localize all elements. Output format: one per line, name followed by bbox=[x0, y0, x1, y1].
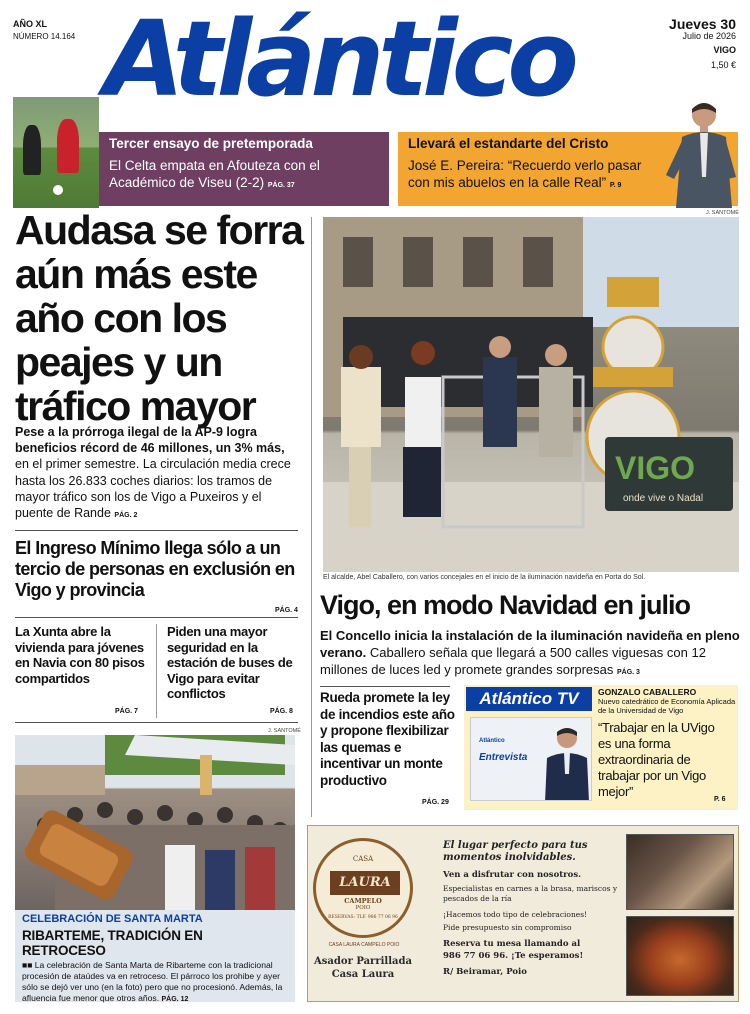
year-label: AÑO XL bbox=[13, 19, 48, 29]
ad-phone[interactable]: 986 77 06 96. ¡Te esperamos! bbox=[443, 951, 584, 961]
ad-address: R/ Beiramar, Poio bbox=[443, 967, 527, 977]
vigo-sign-text: VIGO bbox=[615, 450, 696, 486]
date-month: Julio de 2026 bbox=[682, 31, 736, 41]
teaser-kicker: Tercer ensayo de pretemporada bbox=[109, 136, 313, 151]
page-ref: P. 6 bbox=[714, 796, 726, 803]
seal-phone: RESERVAS: TLF. 986 77 06 96 bbox=[328, 915, 398, 920]
newspaper-logo[interactable]: Atlántico bbox=[104, 0, 573, 120]
masthead-meta bbox=[13, 18, 75, 43]
seal-name: LAURA bbox=[330, 871, 400, 895]
page-ref: PÁG. 2 bbox=[114, 512, 138, 520]
column-divider bbox=[311, 217, 312, 817]
photo-caption: El alcalde, Abel Caballero, con varios concejales en el inicio de la iluminación navideña en Porta do Sol. bbox=[323, 574, 646, 581]
vigo-headline[interactable]: Vigo, en modo Navidad en julio bbox=[320, 590, 691, 620]
divider bbox=[15, 722, 298, 723]
ad-line: Reserva tu mesa llamando al bbox=[443, 939, 581, 949]
teaser-kicker: Llevará el estandarte del Cristo bbox=[408, 136, 609, 151]
divider bbox=[156, 624, 157, 718]
screen-logo: Atlántico bbox=[479, 738, 505, 744]
page-ref: PÁG. 8 bbox=[270, 708, 293, 715]
tv-quote[interactable]: “Trabajar en la UVigo es una forma extraordinaria de trabajar por un Vigo mejor” bbox=[598, 720, 715, 799]
ad-line: El lugar perfecto para tus momentos inolvidables. bbox=[443, 840, 588, 863]
masthead-date bbox=[669, 18, 736, 71]
rueda-headline[interactable]: Rueda promete la ley de incendios este año y propone flexibilizar las quemas e incentivar un monte productivo bbox=[320, 690, 455, 788]
divider bbox=[320, 686, 450, 687]
santa-marta-photo bbox=[15, 735, 295, 910]
tv-author: GONZALO CABALLERO bbox=[598, 687, 697, 697]
page-ref: PÁG. 29 bbox=[422, 799, 449, 806]
page-ref: PÁG. 37 bbox=[267, 182, 295, 189]
ad-line: ¡Hacemos todo tipo de celebraciones! bbox=[443, 910, 588, 919]
issue-number: NÚMERO 14.164 bbox=[13, 32, 76, 41]
price: 1,50 € bbox=[710, 60, 736, 70]
page-ref: PÁG. 4 bbox=[275, 607, 298, 614]
ad-name-1: Asador Parrillada bbox=[314, 956, 412, 967]
atlantico-tv-panel[interactable] bbox=[464, 685, 738, 810]
tv-label: Atlántico TV bbox=[466, 687, 592, 711]
ingreso-headline[interactable]: El Ingreso Mínimo llega sólo a un tercio de personas en exclusión en Vigo y provincia bbox=[15, 538, 295, 600]
christmas-lights-photo bbox=[323, 217, 739, 572]
ad-line: Especialistas en carnes a la brasa, mariscos y pescados de la ría bbox=[443, 884, 618, 903]
vigo-sign-sub: onde vive o Nadal bbox=[623, 493, 704, 504]
teaser-text: José E. Pereira: “Recuerdo verlo pasar con mis abuelos en la calle Real” P. 9 bbox=[408, 158, 642, 190]
photo-credit: J. SANTOMÉ bbox=[706, 210, 739, 216]
page-ref: PÁG. 3 bbox=[617, 669, 640, 676]
seal-sub: CAMPELO bbox=[344, 897, 382, 905]
ad-name-2: Casa Laura bbox=[331, 969, 395, 980]
xunta-headline[interactable]: La Xunta abre la vivienda para jóvenes en Navia con 80 pisos compartidos bbox=[15, 624, 145, 686]
page-ref: P. 9 bbox=[609, 182, 622, 189]
grilled-food-image bbox=[626, 916, 734, 996]
divider bbox=[15, 530, 298, 531]
santa-marta-headline[interactable]: RIBARTEME, TRADICIÓN EN RETROCESO bbox=[22, 928, 203, 958]
football-photo bbox=[13, 97, 99, 208]
screen-title: Entrevista bbox=[479, 752, 528, 763]
ad-text bbox=[443, 840, 623, 977]
page-ref: PÁG. 7 bbox=[115, 708, 138, 715]
lead-body: Pese a la prórroga ilegal de la AP-9 logra beneficios récord de 46 millones, un 3% más, en el primer semestre. La circulación media crece hasta los 26.833 coches diarios: los tramos de mayor tráfico son los de Vigo a Puxeiros y el puente de Rande PÁG. 2 bbox=[15, 425, 291, 521]
casa-laura-ad[interactable] bbox=[307, 825, 739, 1002]
santa-marta-kicker: CELEBRACIÓN DE SANTA MARTA bbox=[22, 913, 203, 925]
pereira-photo bbox=[656, 97, 738, 208]
lead-headline[interactable]: Audasa se forra aún más este año con los peajes y un tráfico mayor bbox=[15, 207, 303, 429]
teaser-celta[interactable] bbox=[99, 132, 389, 206]
divider bbox=[15, 617, 298, 618]
date-day: Jueves 30 bbox=[669, 16, 736, 32]
tv-role: Nuevo catedrático de Economía Aplicada de la Universidad de Vigo bbox=[598, 697, 736, 715]
page-ref: PÁG. 12 bbox=[161, 996, 189, 1003]
seal-sub2: POIO bbox=[355, 905, 371, 911]
teaser-text: El Celta empata en Afouteza con el Académico de Viseu (2-2) PÁG. 37 bbox=[109, 158, 320, 190]
santa-marta-body: ■■ La celebración de Santa Marta de Ribarteme con la tradicional procesión de ataúdes va en retroceso. El párroco los prohibe y ayer sólo se dejó ver uno (en la foto) pero que no procesionó. Además, la afluencia fue menor que otros años. PÁG. 12 bbox=[22, 960, 283, 1003]
seal-bottom: CASA LAURA CAMPELO POIO bbox=[328, 942, 400, 948]
restaurant-interior-image bbox=[626, 834, 734, 910]
restaurant-seal-logo bbox=[313, 838, 413, 938]
ad-line: Pide presupuesto sin compromiso bbox=[443, 923, 572, 932]
buses-headline[interactable]: Piden una mayor seguridad en la estación de buses de Vigo para evitar conflictos bbox=[167, 624, 293, 701]
ad-line: Ven a disfrutar con nosotros. bbox=[443, 870, 582, 880]
santa-marta-panel[interactable] bbox=[15, 910, 295, 1002]
vigo-body: El Concello inicia la instalación de la iluminación navideña en pleno verano. Caballero señala que llegará a 500 calles viguesas con 12 millones de luces led y promete grandes sorpresas PÁG. 3 bbox=[320, 628, 740, 677]
edition-city: VIGO bbox=[713, 45, 736, 55]
photo-credit: J. SANTOMÉ bbox=[268, 728, 301, 734]
seal-top: CASA bbox=[352, 855, 374, 863]
tv-interview-thumbnail[interactable] bbox=[470, 717, 592, 801]
